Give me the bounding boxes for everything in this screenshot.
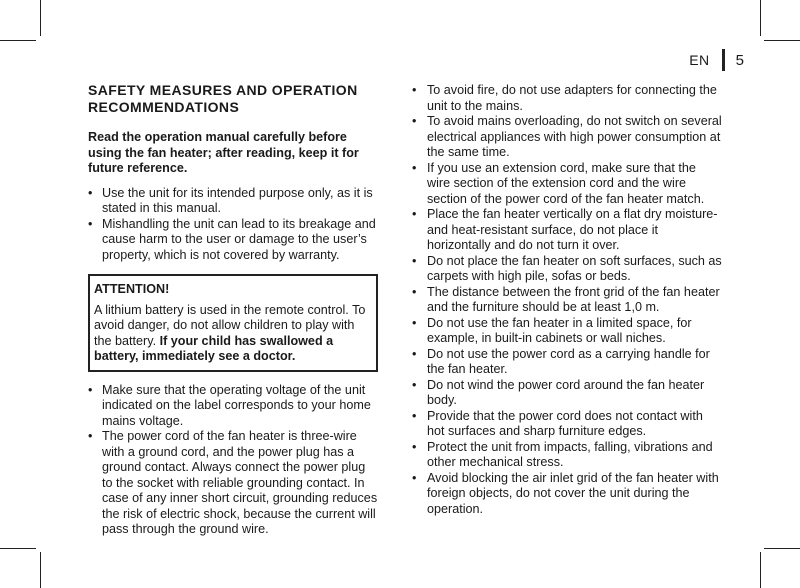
header-divider bbox=[722, 49, 725, 71]
list-item-text: Make sure that the operating voltage of the unit indicated on the label corresponds to your home mains voltage. bbox=[102, 382, 371, 428]
bullet-icon: • bbox=[412, 253, 417, 268]
bullet-icon: • bbox=[412, 160, 417, 175]
list-item-text: The distance between the front grid of the fan heater and the furniture should be at least 1,0 m. bbox=[427, 284, 720, 314]
list-item bbox=[412, 378, 722, 409]
bullet-list-3 bbox=[412, 83, 722, 517]
attention-title: ATTENTION! bbox=[94, 282, 170, 296]
list-item-text: Mishandling the unit can lead to its breakage and cause harm to the user or damage to the user’s property, which is not covered by warranty. bbox=[102, 216, 376, 262]
bullet-list-1 bbox=[88, 186, 378, 264]
list-item bbox=[88, 186, 378, 217]
list-item bbox=[412, 114, 722, 161]
intro-text: Read the operation manual carefully before using the fan heater; after reading, keep it for future reference. bbox=[88, 130, 359, 175]
bullet-icon: • bbox=[412, 114, 417, 128]
attention-bold-text: If your child has swallowed a battery, immediately see a doctor. bbox=[94, 333, 334, 363]
list-item bbox=[412, 285, 722, 316]
crop-mark bbox=[40, 0, 41, 36]
left-column bbox=[88, 82, 378, 538]
crop-mark bbox=[760, 0, 761, 36]
list-item bbox=[88, 217, 378, 264]
crop-mark bbox=[760, 552, 761, 588]
attention-text: A lithium battery is used in the remote control. To avoid danger, do not allow children to play with the battery. bbox=[94, 302, 366, 348]
list-item bbox=[412, 254, 722, 285]
list-item bbox=[412, 83, 722, 114]
bullet-icon: • bbox=[412, 315, 417, 330]
right-column bbox=[412, 83, 722, 517]
list-item-text: Do not place the fan heater on soft surfaces, such as carpets with high pile, sofas or beds. bbox=[427, 253, 722, 283]
list-item-text: To avoid fire, do not use adapters for connecting the unit to the mains. bbox=[427, 83, 717, 113]
list-item bbox=[412, 347, 722, 378]
list-item bbox=[412, 316, 722, 347]
bullet-icon: • bbox=[88, 382, 93, 397]
list-item bbox=[412, 440, 722, 471]
list-item-text: The power cord of the fan heater is three-wire with a ground cord, and the power plug has a ground contact. Always connect the power plug to the socket with reliable grounding contact. In case of any inner short circuit, grounding reduces the risk of electric shock, because the current will pass through the ground wire. bbox=[102, 429, 378, 536]
list-item bbox=[412, 207, 722, 254]
list-item bbox=[88, 383, 378, 430]
bullet-icon: • bbox=[88, 429, 93, 443]
list-item-text: Do not use the fan heater in a limited space, for example, in built-in cabinets or wall niches. bbox=[427, 315, 692, 345]
crop-mark bbox=[764, 548, 800, 549]
list-item bbox=[412, 161, 722, 208]
list-item bbox=[412, 409, 722, 440]
list-item-text: Do not use the power cord as a carrying handle for the fan heater. bbox=[427, 346, 710, 376]
list-item-text: Protect the unit from impacts, falling, vibrations and other mechanical stress. bbox=[427, 439, 713, 469]
bullet-icon: • bbox=[412, 408, 417, 423]
language-code: EN bbox=[689, 52, 710, 68]
list-item-text: To avoid mains overloading, do not switch on several electrical appliances with high power consumption at the same time. bbox=[427, 114, 722, 159]
list-item-text: Provide that the power cord does not contact with hot surfaces and sharp furniture edges. bbox=[427, 408, 703, 438]
list-item-text: Do not wind the power cord around the fan heater body. bbox=[427, 377, 705, 407]
list-item bbox=[412, 471, 722, 518]
list-item bbox=[88, 429, 378, 538]
page-number: 5 bbox=[735, 51, 744, 69]
crop-mark bbox=[40, 552, 41, 588]
bullet-icon: • bbox=[412, 439, 417, 454]
list-item-text: If you use an extension cord, make sure that the wire section of the extension cord and the wire section of the power cord of the fan heater match. bbox=[427, 160, 705, 206]
bullet-icon: • bbox=[88, 185, 93, 200]
bullet-icon: • bbox=[412, 83, 417, 97]
bullet-icon: • bbox=[412, 470, 417, 485]
page-header bbox=[689, 50, 744, 70]
bullet-icon: • bbox=[412, 377, 417, 392]
bullet-icon: • bbox=[412, 284, 417, 299]
crop-mark bbox=[0, 40, 36, 41]
bullet-icon: • bbox=[412, 346, 417, 361]
list-item-text: Place the fan heater vertically on a flat dry moisture- and heat-resistant surface, do not place it horizontally and do not turn it over. bbox=[427, 207, 718, 252]
crop-mark bbox=[764, 40, 800, 41]
list-item-text: Use the unit for its intended purpose only, as it is stated in this manual. bbox=[102, 185, 373, 215]
list-item-text: Avoid blocking the air inlet grid of the fan heater with foreign objects, do not cover the unit during the operation. bbox=[427, 470, 719, 516]
attention-body bbox=[94, 303, 372, 365]
crop-mark bbox=[0, 548, 36, 549]
bullet-icon: • bbox=[412, 207, 417, 221]
bullet-icon: • bbox=[88, 216, 93, 231]
attention-box bbox=[88, 274, 378, 372]
section-title: SAFETY MEASURES AND OPERATION RECOMMENDATIONS bbox=[88, 82, 358, 115]
bullet-list-2 bbox=[88, 383, 378, 538]
